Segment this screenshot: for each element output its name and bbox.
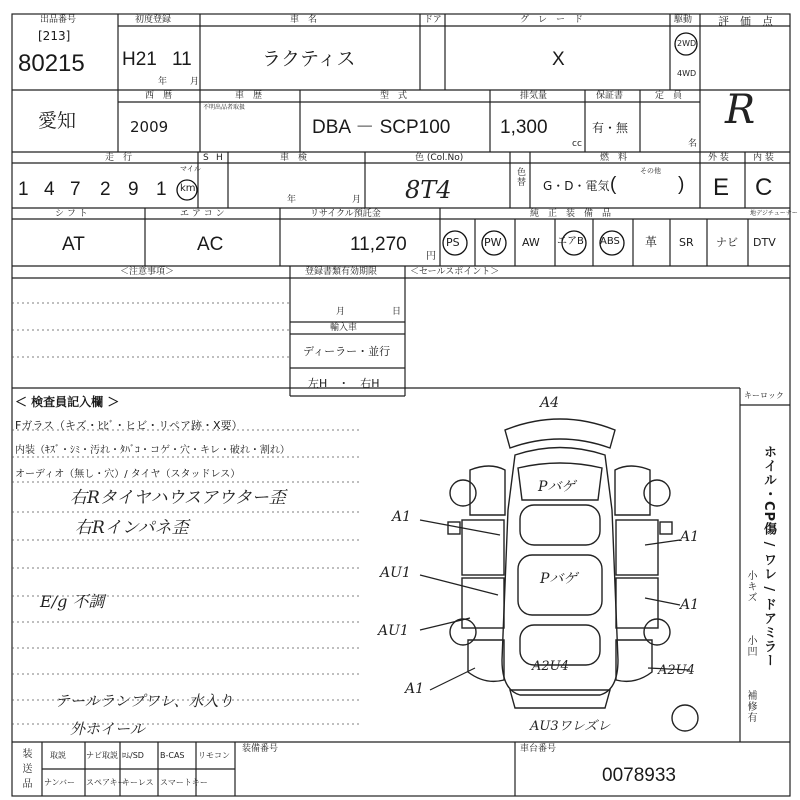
chassis-label: 車 歴 — [235, 91, 263, 101]
damage-mark: A2U4 — [658, 663, 695, 678]
chassis-note: 不明出品者取扱 — [203, 104, 246, 111]
repaint-label: 色替 — [515, 167, 525, 187]
color-label: 色 (Col.No) — [415, 153, 464, 163]
interior-label: 内 装 — [753, 153, 774, 163]
drive-label: 駆動 — [674, 15, 693, 25]
exterior: E — [713, 174, 730, 201]
type-label: 型 式 — [380, 91, 408, 101]
equip-abs: ABS — [600, 236, 620, 247]
equip-pw: PW — [484, 236, 502, 249]
damage-mark: Pバゲ — [540, 571, 578, 587]
fuel-value: G・D・電気 — [543, 179, 610, 193]
model-type: DBA － SCP100 — [312, 117, 451, 138]
score-label: 評 価 点 — [718, 15, 773, 28]
mileage-digit: 7 — [70, 179, 81, 200]
mileage-digit: 4 — [44, 179, 55, 200]
keyless-label: キーロック — [744, 391, 784, 400]
lot-number: 80215 — [18, 50, 85, 77]
model-year-label: 西 暦 — [145, 91, 173, 101]
shift: AT — [62, 234, 85, 255]
shipping-item: ナンバー — [44, 778, 76, 787]
shipping-item: 取説 — [50, 751, 66, 760]
exterior-label: 外 装 — [708, 153, 729, 163]
legend-scratch: 小キズ — [745, 570, 756, 603]
mileage-digit: 2 — [100, 179, 111, 200]
shipping-item: スペアキー — [86, 778, 126, 787]
door-label: ドア — [424, 15, 442, 25]
damage-mark: A1 — [405, 681, 425, 697]
recycle-label: リサイクル預託金 — [310, 209, 381, 219]
legend-repair: 補修有 — [745, 690, 756, 723]
equip-no-label: 装備番号 — [242, 744, 279, 754]
equip-ps: PS — [446, 236, 460, 249]
equip-navi: ナビ — [716, 236, 738, 249]
unit-h: H — [216, 153, 223, 163]
inspector-title: ＜ 検査員記入欄 ＞ — [15, 395, 120, 409]
mileage-unit: km — [180, 183, 196, 194]
car-name: ラクティス — [262, 49, 356, 70]
grade-label: グ レ ー ド — [520, 15, 584, 25]
damage-legend: ホイル・CP傷 / ワレ / ドアミラー — [761, 445, 776, 668]
lot-label: 出品番号 — [40, 15, 77, 25]
handwritten-note: テールランプワレ、水入り — [55, 692, 234, 710]
inspector-line-glass: Fガラス（キズ・ﾋﾋﾞ・ヒビ・リペア跡・X要） — [15, 419, 243, 432]
dealer-label: ディーラー・並行 — [303, 345, 391, 358]
equip-dtv: DTV — [753, 236, 776, 249]
shipping-item: キーレス — [122, 778, 154, 787]
shipping-label: 装 送 品 — [20, 748, 31, 790]
warranty-label: 保証書 — [596, 91, 624, 101]
equip-sr: SR — [679, 236, 694, 249]
insp-month-unit: 月 — [352, 195, 362, 205]
shift-label: シ フ ト — [55, 209, 88, 219]
damage-mark: A1 — [680, 597, 700, 613]
drive-4wd: 4WD — [677, 69, 697, 78]
import-label: 輸入車 — [330, 323, 358, 333]
drive-2wd: 2WD — [677, 39, 697, 48]
inspection-label: 車 検 — [280, 153, 308, 163]
equipment-label: 純 正 装 備 品 — [530, 209, 612, 219]
equip-leather: 革 — [645, 235, 658, 249]
docs-day: 日 — [392, 307, 402, 317]
shipping-item: ナビ取説 — [86, 751, 118, 760]
damage-mark: A1 — [392, 509, 412, 525]
displacement-label: 排気量 — [520, 91, 548, 101]
cc-unit: cc — [572, 139, 582, 149]
warranty: 有・無 — [592, 121, 629, 135]
damage-mark: A1 — [680, 529, 700, 545]
caution-label: ＜注意事項＞ — [120, 267, 175, 277]
grade: X — [552, 49, 565, 70]
interior: C — [755, 174, 773, 201]
legend-dent: 小凹 — [745, 635, 756, 657]
inspector-line-interior: 内装（ｷｽﾞ・ｼﾐ・汚れ・ﾀﾊﾞｺ・コゲ・穴・キレ・破れ・割れ） — [15, 445, 290, 456]
shipping-item: リモコン — [198, 751, 230, 760]
fuel-label: 燃 料 — [600, 153, 628, 163]
mileage-digit: 1 — [156, 179, 167, 200]
car-name-label: 車 名 — [290, 15, 318, 25]
equip-airbag: エアB — [557, 236, 584, 247]
shipping-item: スマートキー — [160, 778, 208, 787]
ac-label: エ ア コ ン — [180, 209, 225, 219]
damage-mark: AU1 — [378, 623, 409, 639]
chassis-no-label: 車台番号 — [520, 744, 557, 754]
docs-label: 登録書類有効期限 — [305, 267, 378, 277]
capacity-label: 定 員 — [655, 91, 683, 101]
damage-mark: Pバゲ — [538, 479, 576, 495]
steering: 左H ・ 右H — [308, 377, 380, 390]
insp-year-unit: 年 — [287, 195, 297, 205]
inspector-line-audio: オーディオ（無し・穴）/ タイヤ（スタッドレス） — [15, 469, 241, 480]
recycle: 11,270 — [350, 234, 407, 255]
year-unit: 年 — [158, 77, 168, 87]
handwritten-note: E/g 不調 — [40, 592, 105, 611]
damage-mark: AU1 — [380, 565, 411, 581]
color-code: 8T4 — [405, 176, 452, 204]
unit-s: S — [203, 153, 209, 163]
fuel-bracket-close: ) — [678, 174, 685, 195]
equip-aw: AW — [522, 236, 540, 249]
sales-label: ＜セールスポイント＞ — [410, 267, 500, 277]
handwritten-note: 外ホイール — [70, 720, 145, 738]
score: R — [725, 87, 756, 133]
shipping-item: ﾛﾑ/SD — [122, 751, 144, 760]
ac: AC — [197, 234, 224, 255]
damage-mark: A2U4 — [532, 659, 569, 674]
first-reg-label: 初度登録 — [135, 15, 172, 25]
damage-mark: AU3ワレズレ — [530, 719, 611, 734]
first-reg-month: 11 — [172, 49, 192, 70]
docs-month: 月 — [336, 307, 346, 317]
mileage-digit: 1 — [18, 179, 29, 200]
mile-label: マイル — [180, 165, 201, 173]
model-year: 2009 — [130, 118, 169, 136]
fuel-bracket-open: ( — [610, 174, 617, 195]
yen-unit: 円 — [426, 251, 436, 262]
lot-prefix: [213] — [38, 29, 71, 43]
mileage-digit: 9 — [128, 179, 139, 200]
mileage-label: 走 行 — [105, 153, 133, 163]
shipping-item: B-CAS — [160, 751, 185, 760]
first-reg-era: H21 — [122, 49, 157, 70]
handwritten-note: 右Rインパネ歪 — [75, 518, 189, 538]
month-unit: 月 — [190, 77, 200, 87]
region: 愛知 — [38, 111, 77, 132]
displacement: 1,300 — [500, 117, 548, 138]
chassis-no: 0078933 — [602, 765, 676, 786]
fuel-other: その他 — [640, 167, 661, 175]
damage-mark: A4 — [540, 395, 560, 411]
handwritten-note: 右Rタイヤハウスアウター歪 — [70, 488, 286, 508]
capacity-unit: 名 — [688, 139, 698, 149]
dtv-label: 地デジチューナー — [750, 210, 798, 217]
